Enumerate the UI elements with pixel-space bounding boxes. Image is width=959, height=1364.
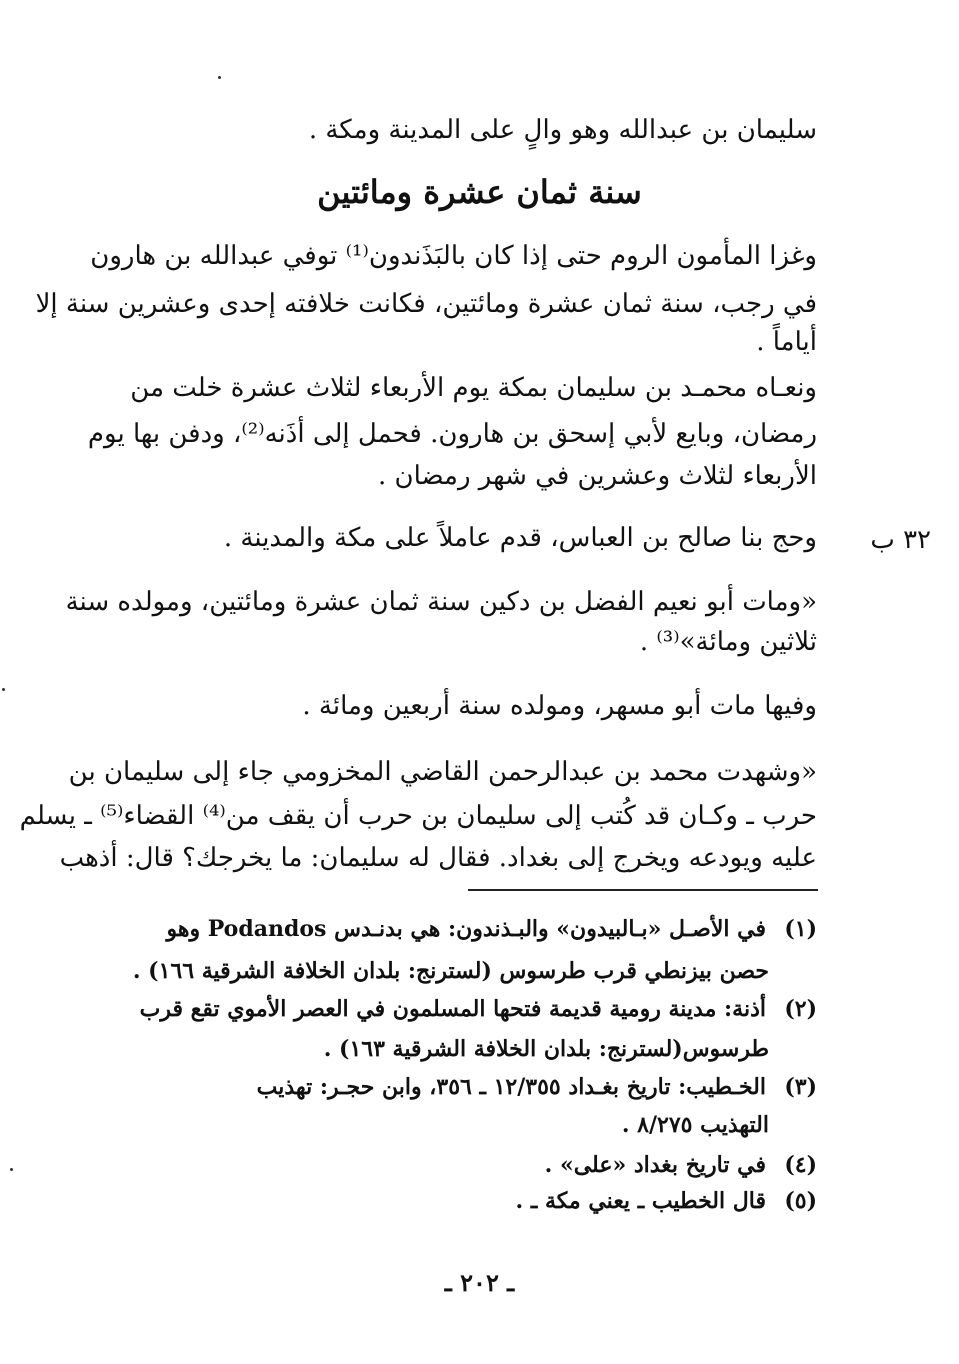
body-line-5: ونعـاه محمـد بن سليمان بمكة يوم الأربعاء لثلاث عشرة خلت من (130, 373, 817, 403)
footnote-number: (٣) (784, 1074, 817, 1100)
footnote-1-cont: حصن بيزنطي قرب طرسوس (لسترنج: بلدان الخلافة الشرقية ١٦٦) . (132, 958, 769, 984)
body-line-14: عليه ويودعه ويخرج إلى بغداد. فقال له سليمان: ما يخرجك؟ قال: أذهب (59, 843, 817, 873)
footnote-2 (139, 992, 817, 1027)
footnote-3 (177, 1070, 817, 1105)
body-line-8: وحج بنا صالح بن العباس، قدم عاملاً على مكة والمدينة . (223, 523, 817, 553)
footnote-text: في الأصـل «بـالبيدون» والبـذندون: هي بدنـدس Podandos وهو (166, 916, 766, 942)
body-line-4: أياماً . (756, 327, 817, 357)
page-number: ـ ٢٠٢ ـ (444, 1268, 515, 1297)
footnote-1 (166, 912, 817, 947)
body-line-9: «ومات أبو نعيم الفضل بن دكين سنة ثمان عشرة ومائتين، ومولده سنة (65, 587, 817, 617)
footnote-text: في تاريخ بغداد «على» . (544, 1152, 766, 1178)
body-line-7: الأربعاء لثلاث وعشرين في شهر رمضان . (377, 461, 817, 491)
scan-speck (218, 76, 221, 79)
footnote-text: الخـطيب: تاريخ بغـداد ١٢/٣٥٥ ـ ٣٥٦، وابن حجـر: تهذيب (256, 1074, 766, 1100)
body-line-13: حرب ـ وكـان قد كُتب إلى سليمان بن حرب أن يقف من⁽⁴⁾ القضاء⁽⁵⁾ ـ يسلم (19, 801, 817, 831)
footnote-divider (468, 889, 818, 891)
scan-speck (10, 1168, 13, 1171)
section-heading: سنة ثمان عشرة ومائتين (317, 173, 642, 211)
footnote-number: (٤) (784, 1152, 817, 1178)
footnote-text: قال الخطيب ـ يعني مكة ـ . (515, 1188, 766, 1214)
body-line-3: في رجب، سنة ثمان عشرة ومائتين، فكانت خلافته إحدى وعشرين سنة إلا (35, 289, 817, 319)
footnote-number: (٥) (784, 1188, 817, 1214)
margin-folio-note: ٣٢ ب (870, 525, 931, 555)
body-line-2: وغزا المأمون الروم حتى إذا كان بالبَذَندون⁽¹⁾ توفي عبدالله بن هارون (90, 241, 817, 271)
footnote-number: (١) (784, 916, 817, 942)
body-line-1: سليمان بن عبدالله وهو والٍ على المدينة ومكة . (308, 115, 817, 145)
body-line-12: «وشهدت محمد بن عبدالرحمن القاضي المخزومي جاء إلى سليمان بن (68, 757, 817, 787)
footnote-4 (177, 1148, 817, 1183)
body-line-10: ثلاثين ومائة»⁽³⁾ . (639, 627, 817, 657)
scan-speck (2, 688, 5, 691)
footnote-5 (177, 1184, 817, 1219)
body-line-6: رمضان، وبايع لأبي إسحق بن هارون. فحمل إلى أذَنه⁽²⁾، ودفن بها يوم (87, 419, 817, 449)
footnote-text: أذنة: مدينة رومية قديمة فتحها المسلمون في العصر الأموي تقع قرب (139, 996, 766, 1022)
body-line-11: وفيها مات أبو مسهر، ومولده سنة أربعين ومائة . (302, 691, 817, 721)
footnote-2-cont: طرسوس(لسترنج: بلدان الخلافة الشرقية ١٦٣) . (323, 1036, 769, 1062)
footnote-number: (٢) (784, 996, 817, 1022)
footnote-3-cont: التهذيب ٨/٢٧٥ . (621, 1112, 769, 1138)
